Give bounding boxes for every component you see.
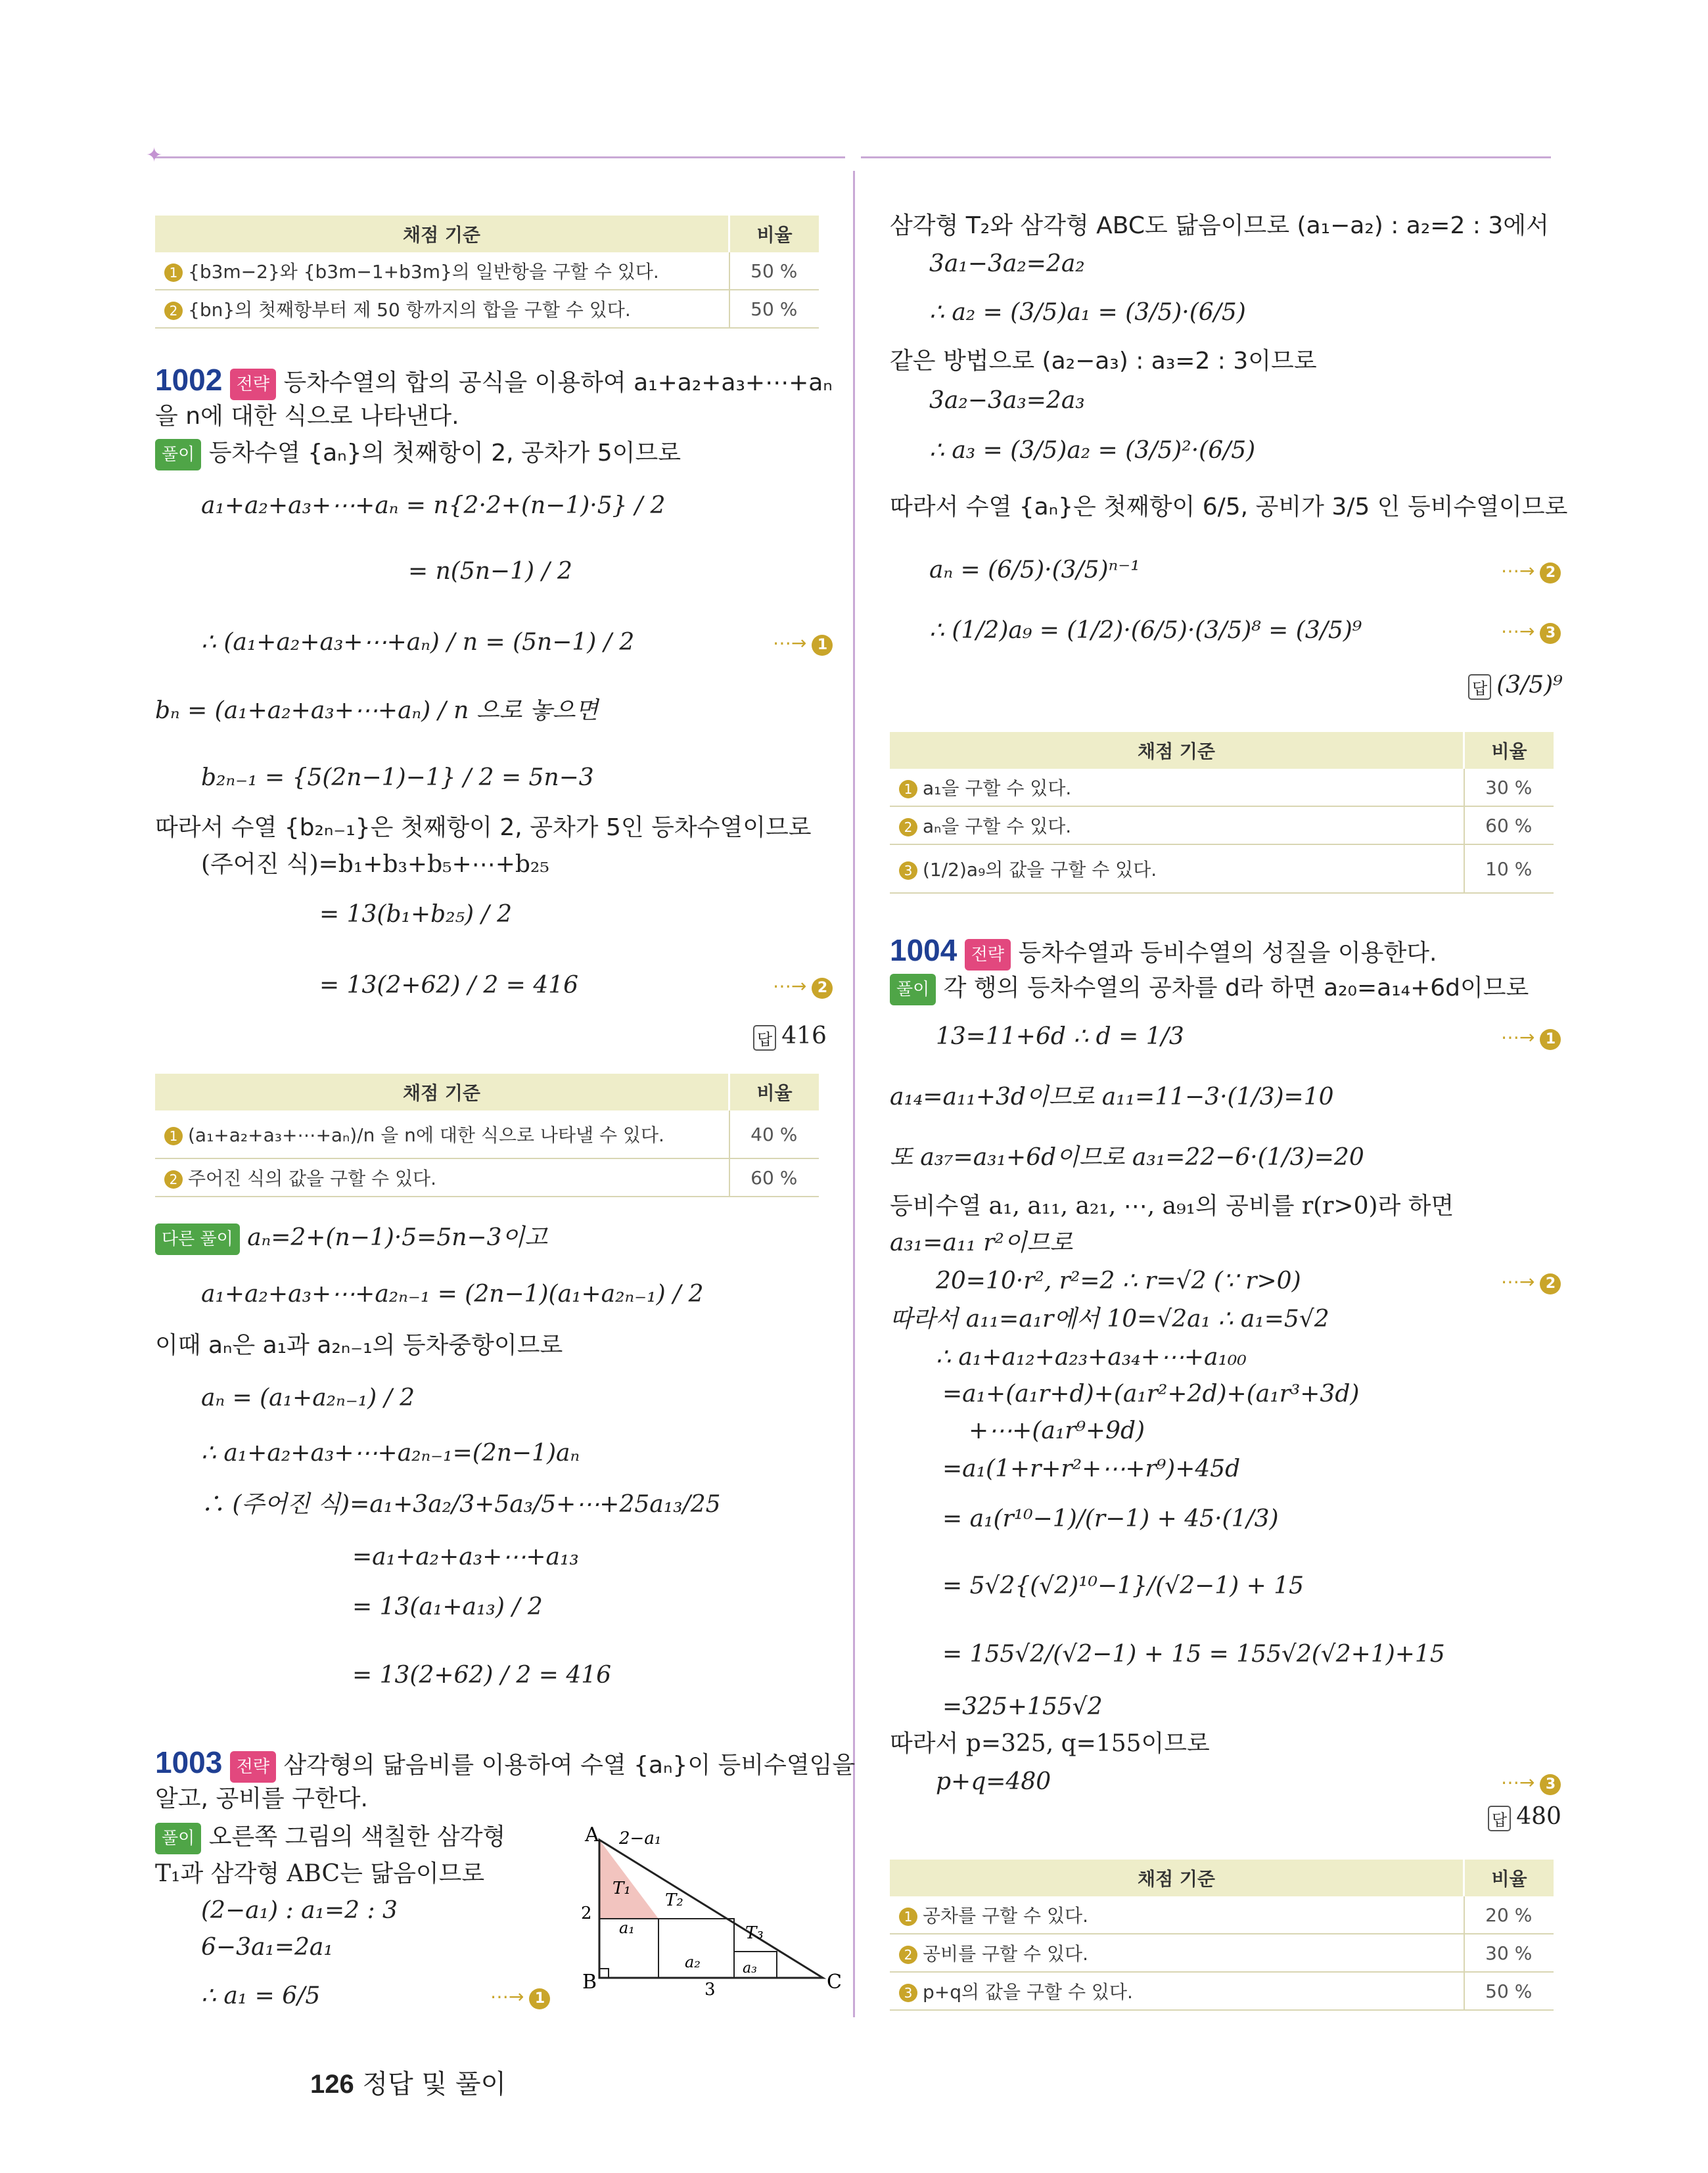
ratio-value: 20 %	[1464, 1896, 1554, 1934]
solution-line: 등비수열 a₁, a₁₁, a₂₁, ⋯, a₉₁의 공비를 r(r>0)라 하면	[890, 1193, 1454, 1220]
criteria-header: 채점 기준	[890, 1860, 1464, 1896]
strategy-text: 등차수열의 합의 공식을 이용하여 a₁+a₂+a₃+⋯+aₙ	[283, 369, 833, 396]
problem-1002-header	[155, 365, 833, 400]
solution-line: 같은 방법으로 (a₂−a₃) : a₃=2 : 3이므로	[890, 348, 1317, 375]
equation: ∴ a₁ = 6/5	[201, 1982, 321, 2009]
ratio-header: 비율	[1464, 1860, 1554, 1896]
triangle-figure	[573, 1820, 842, 1998]
criteria-text: p+q의 값을 구할 수 있다.	[923, 1981, 1133, 2003]
table-row	[155, 290, 819, 328]
ratio-header: 비율	[1464, 732, 1554, 769]
solution-line: T₁과 삼각형 ABC는 닮음이므로	[155, 1860, 485, 1887]
table-row	[890, 844, 1554, 893]
equation: 따라서 a₁₁=a₁r에서 10=√2a₁ ∴ a₁=5√2	[890, 1306, 1329, 1333]
equation: bₙ = (a₁+a₂+a₃+⋯+aₙ) / n 으로 놓으면	[155, 697, 599, 724]
ratio-header: 비율	[729, 216, 819, 252]
ratio-value: 60 %	[1464, 806, 1554, 844]
criteria-text: 공차를 구할 수 있다.	[923, 1905, 1088, 1927]
top-label: 2−a₁	[619, 1829, 662, 1848]
step-badge: 2	[899, 1946, 917, 1964]
table-row	[890, 1934, 1554, 1972]
solution-tag: 풀이	[155, 439, 201, 470]
equation: ∴ (1/2)a₉ = (1/2)·(6/5)·(3/5)⁸ = (3/5)⁹	[929, 617, 1362, 644]
footer-title: 정답 및 풀이	[362, 2069, 507, 2099]
solution-line: 삼각형 T₂와 삼각형 ABC도 닮음이므로 (a₁−a₂) : a₂=2 : 3에서	[890, 212, 1549, 239]
step-marker-1: ⋯→ 1	[490, 1986, 550, 2009]
strategy-text-cont: 알고, 공비를 구한다.	[155, 1785, 368, 1812]
equation: (주어진 식)=b₁+b₃+b₅+⋯+b₂₅	[201, 851, 549, 878]
problem-1003-header	[155, 1745, 856, 1783]
answer-mark: 답	[753, 1025, 776, 1051]
equation: p+q=480	[936, 1768, 1051, 1795]
equation: ∴ (a₁+a₂+a₃+⋯+aₙ) / n = (5n−1) / 2	[201, 629, 635, 656]
step-badge: 1	[899, 1908, 917, 1926]
ratio-value: 10 %	[1464, 844, 1554, 893]
step-badge: 1	[164, 1127, 183, 1145]
criteria-text: 공비를 구할 수 있다.	[923, 1943, 1088, 1965]
solution-line: 따라서 수열 {b₂ₙ₋₁}은 첫째항이 2, 공차가 5인 등차수열이므로	[155, 814, 812, 841]
ratio-value: 30 %	[1464, 1934, 1554, 1972]
bottom-label: 3	[704, 1980, 716, 1998]
criteria-text: (1/2)a₉의 값을 구할 수 있다.	[923, 859, 1157, 881]
equation: a₁+a₂+a₃+⋯+a₂ₙ₋₁ = (2n−1)(a₁+a₂ₙ₋₁) / 2	[201, 1281, 704, 1308]
step-marker-1: ⋯→ 1	[1501, 1026, 1561, 1050]
criteria-text: {b3m−2}와 {b3m−1+b3m}의 일반항을 구할 수 있다.	[188, 261, 659, 283]
table-row	[890, 1972, 1554, 2010]
equation: 3a₁−3a₂=2a₂	[929, 250, 1085, 277]
table-row	[890, 1896, 1554, 1934]
equation: 6−3a₁=2a₁	[201, 1934, 333, 1961]
criteria-text: a₁을 구할 수 있다.	[923, 777, 1072, 799]
equation: b₂ₙ₋₁ = {5(2n−1)−1} / 2 = 5n−3	[201, 764, 594, 791]
step-badge: 3	[899, 861, 917, 880]
ratio-value: 50 %	[1464, 1972, 1554, 2010]
header-rule-left	[155, 156, 845, 158]
side-label: 2	[581, 1904, 592, 1923]
alt-solution-tag: 다른 풀이	[155, 1224, 240, 1255]
criteria-text: {bn}의 첫째항부터 제 50 항까지의 합을 구할 수 있다.	[188, 299, 631, 321]
criteria-header: 채점 기준	[155, 1074, 729, 1110]
problem-number: 1003	[155, 1745, 223, 1779]
ratio-value: 50 %	[729, 290, 819, 328]
solution-tag: 풀이	[155, 1823, 201, 1854]
column-divider	[853, 171, 855, 2017]
criteria-header: 채점 기준	[155, 216, 729, 252]
criteria-table-1	[155, 216, 819, 329]
table-row	[890, 769, 1554, 806]
equation: = 155√2/(√2−1) + 15 = 155√2(√2+1)+15	[942, 1641, 1445, 1668]
table-row	[890, 806, 1554, 844]
equation: (2−a₁) : a₁=2 : 3	[201, 1897, 398, 1924]
equation: a₁+a₂+a₃+⋯+aₙ = n{2·2+(n−1)·5} / 2	[201, 492, 666, 519]
equation: a₁₄=a₁₁+3d이므로 a₁₁=11−3·(1/3)=10	[890, 1084, 1334, 1110]
criteria-text: (a₁+a₂+a₃+⋯+aₙ)/n 을 n에 대한 식으로 나타낼 수 있다.	[188, 1124, 664, 1146]
solution-line: 풀이 등차수열 {aₙ}의 첫째항이 2, 공차가 5이므로	[155, 439, 681, 470]
strategy-text: 삼각형의 닮음비를 이용하여 수열 {aₙ}이 등비수열임을	[283, 1752, 856, 1779]
page-footer	[310, 2063, 506, 2101]
strategy-text: 등차수열과 등비수열의 성질을 이용한다.	[1018, 940, 1437, 967]
equation: aₙ = (6/5)·(3/5)ⁿ⁻¹	[929, 557, 1140, 583]
equation: = 13(2+62) / 2 = 416	[319, 972, 579, 999]
equation: ∴ (주어진 식)=a₁+3a₂/3+5a₃/5+⋯+25a₁₃/25	[201, 1491, 721, 1518]
a2-label: a₂	[685, 1953, 701, 1971]
step-badge: 1	[164, 263, 183, 282]
a1-label: a₁	[619, 1919, 635, 1937]
equation: =a₁+(a₁r+d)+(a₁r²+2d)+(a₁r³+3d)	[942, 1381, 1360, 1407]
equation: =325+155√2	[942, 1693, 1103, 1720]
problem-number: 1002	[155, 363, 223, 397]
solution-line: 풀이 오른쪽 그림의 색칠한 삼각형	[155, 1823, 505, 1854]
ratio-value: 50 %	[729, 252, 819, 290]
equation: +⋯+(a₁r⁹+9d)	[969, 1417, 1145, 1444]
equation: = a₁(r¹⁰−1)/(r−1) + 45·(1/3)	[942, 1505, 1279, 1532]
criteria-text: aₙ을 구할 수 있다.	[923, 815, 1072, 837]
equation: = 13(2+62) / 2 = 416	[352, 1662, 612, 1689]
solution-line: 이때 aₙ은 a₁과 a₂ₙ₋₁의 등차중항이므로	[155, 1332, 563, 1359]
step-marker-3: ⋯→ 3	[1501, 620, 1561, 644]
answer-value: (3/5)⁹	[1496, 672, 1563, 698]
t1-label: T₁	[612, 1879, 631, 1898]
ratio-header: 비율	[729, 1074, 819, 1110]
strategy-text-cont: 을 n에 대한 식으로 나타낸다.	[155, 403, 459, 430]
criteria-text: 주어진 식의 값을 구할 수 있다.	[188, 1168, 436, 1189]
answer-value: 480	[1516, 1803, 1561, 1830]
solution-line: 따라서 p=325, q=155이므로	[890, 1730, 1210, 1757]
step-badge: 3	[899, 1984, 917, 2002]
step-marker-2: ⋯→ 2	[1501, 560, 1561, 583]
step-badge: 1	[899, 780, 917, 798]
answer-1002	[753, 1022, 827, 1051]
equation: 또 a₃₇=a₃₁+6d이므로 a₃₁=22−6·(1/3)=20	[890, 1144, 1364, 1171]
answer-value: 416	[781, 1022, 827, 1049]
equation: = 5√2{(√2)¹⁰−1}/(√2−1) + 15	[942, 1572, 1304, 1599]
step-marker-1: ⋯→ 1	[773, 632, 833, 656]
equation: 20=10·r², r²=2 ∴ r=√2 (∵ r>0)	[936, 1268, 1301, 1294]
problem-number: 1004	[890, 933, 958, 967]
equation: 13=11+6d ∴ d = 1/3	[936, 1023, 1184, 1050]
t3-label: T₃	[745, 1923, 764, 1943]
table-row	[155, 1110, 819, 1158]
equation: = 13(b₁+b₂₅) / 2	[319, 901, 512, 928]
step-marker-2: ⋯→ 2	[1501, 1271, 1561, 1294]
step-badge: 2	[899, 818, 917, 836]
answer-1003	[1468, 672, 1563, 700]
table-row	[155, 252, 819, 290]
strategy-tag: 전략	[965, 939, 1011, 971]
star-icon: ✦	[146, 144, 163, 167]
equation: ∴ a₁+a₂+a₃+⋯+a₂ₙ₋₁=(2n−1)aₙ	[201, 1440, 580, 1467]
step-marker-3: ⋯→ 3	[1501, 1772, 1561, 1795]
equation: =a₁+a₂+a₃+⋯+a₁₃	[352, 1544, 579, 1570]
a3-label: a₃	[743, 1960, 757, 1977]
criteria-table-3	[890, 732, 1554, 894]
problem-1004-header	[890, 933, 1437, 971]
solution-tag: 풀이	[890, 974, 936, 1005]
table-row	[155, 1158, 819, 1197]
equation: = 13(a₁+a₁₃) / 2	[352, 1593, 543, 1620]
step-marker-2: ⋯→ 2	[773, 975, 833, 999]
equation: aₙ = (a₁+a₂ₙ₋₁) / 2	[201, 1384, 415, 1411]
vertex-b-label: B	[582, 1971, 597, 1994]
solution-line: 따라서 수열 {aₙ}은 첫째항이 6/5, 공비가 3/5 인 등비수열이므로	[890, 493, 1568, 520]
equation: = n(5n−1) / 2	[408, 558, 572, 585]
strategy-tag: 전략	[230, 369, 276, 400]
criteria-table-2	[155, 1074, 819, 1197]
equation: a₃₁=a₁₁ r²이므로	[890, 1229, 1073, 1256]
solution-line: 풀이 각 행의 등차수열의 공차를 d라 하면 a₂₀=a₁₄+6d이므로	[890, 974, 1529, 1005]
t2-label: T₂	[665, 1890, 683, 1910]
equation: ∴ a₃ = (3/5)a₂ = (3/5)²·(6/5)	[929, 437, 1256, 464]
criteria-header: 채점 기준	[890, 732, 1464, 769]
answer-1004	[1488, 1803, 1561, 1831]
page-number: 126	[310, 2070, 354, 2099]
equation: =a₁(1+r+r²+⋯+r⁹)+45d	[942, 1455, 1241, 1482]
strategy-tag: 전략	[230, 1751, 276, 1783]
step-badge: 2	[164, 1170, 183, 1189]
vertex-a-label: A	[585, 1823, 599, 1846]
step-badge: 2	[164, 302, 183, 320]
answer-mark: 답	[1488, 1806, 1511, 1831]
header-rule-right	[861, 156, 1551, 158]
ratio-value: 30 %	[1464, 769, 1554, 806]
answer-mark: 답	[1468, 674, 1491, 700]
vertex-c-label: C	[827, 1971, 842, 1994]
ratio-value: 40 %	[729, 1110, 819, 1158]
criteria-table-4	[890, 1860, 1554, 2011]
alt-solution: 다른 풀이 aₙ=2+(n−1)·5=5n−3이고	[155, 1224, 547, 1255]
equation: 3a₂−3a₃=2a₃	[929, 387, 1085, 414]
equation: ∴ a₁+a₁₂+a₂₃+a₃₄+⋯+a₁₀₀	[936, 1344, 1247, 1371]
equation: ∴ a₂ = (3/5)a₁ = (3/5)·(6/5)	[929, 299, 1246, 326]
ratio-value: 60 %	[729, 1158, 819, 1197]
